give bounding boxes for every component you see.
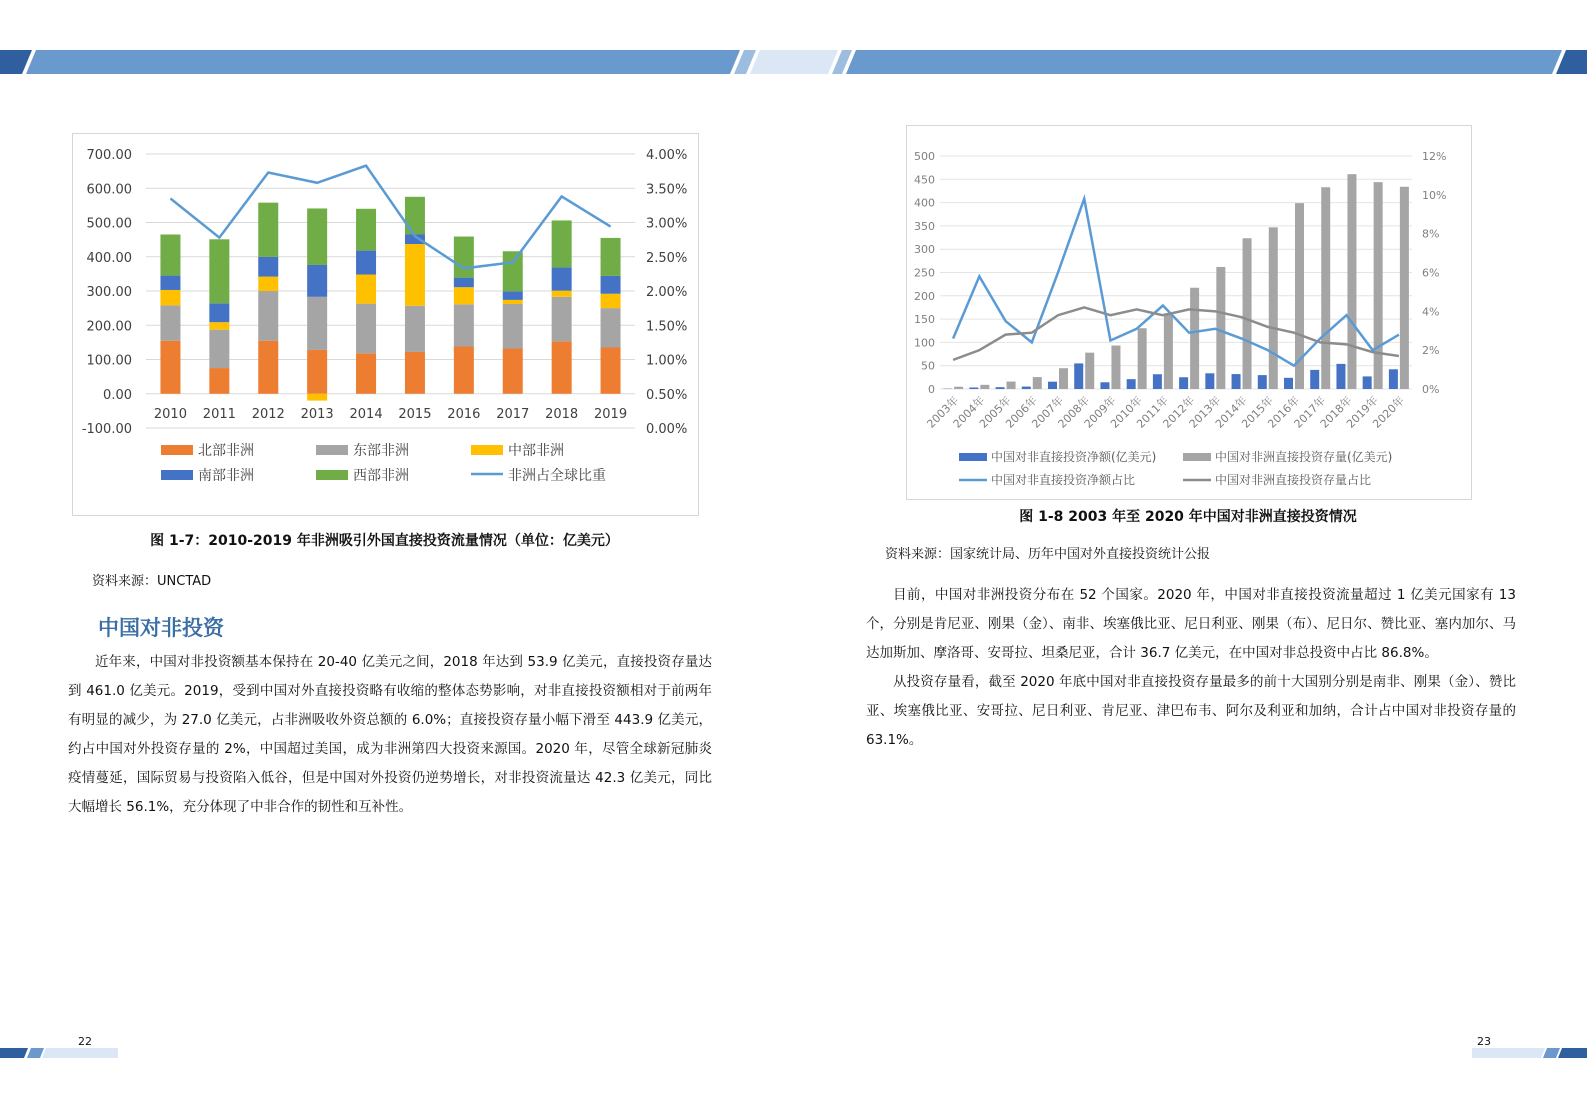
page-number-right: 23: [1477, 1035, 1491, 1048]
bar-segment-北部非洲: [258, 341, 278, 394]
flow-bar: [1336, 364, 1345, 389]
bar-segment-南部非洲: [503, 291, 523, 300]
left-axis-tick-label: 100: [914, 336, 935, 350]
left-source-note: 资料来源：UNCTAD: [92, 574, 212, 589]
share-line: [170, 166, 610, 269]
left-axis-tick-label: 200.00: [86, 319, 132, 335]
right-axis-tick-label: 4%: [1422, 305, 1440, 319]
bar-segment-东部非洲: [258, 291, 278, 341]
left-axis-tick-label: 300.00: [86, 285, 132, 300]
legend-swatch: [959, 453, 987, 461]
china-africa-investment-chart-svg: [907, 126, 1471, 499]
bar-segment-南部非洲: [160, 276, 180, 290]
x-axis-tick-label: 2020年: [1370, 393, 1408, 431]
bar-segment-西部非洲: [552, 220, 572, 267]
left-axis-tick-label: 600.00: [86, 182, 132, 198]
stock-bar: [1085, 353, 1094, 389]
left-axis-tick-label: 300: [914, 243, 935, 257]
left-axis-tick-label: 50: [921, 359, 935, 373]
legend-label: 西部非洲: [353, 468, 409, 484]
bar-segment-西部非洲: [405, 197, 425, 235]
left-axis-tick-label: 500: [914, 150, 935, 163]
bar-segment-南部非洲: [552, 267, 572, 290]
share-line-2: [953, 307, 1399, 359]
right-axis-tick-label: 3.00%: [646, 216, 688, 232]
bar-segment-中部非洲: [405, 244, 425, 306]
stock-bar: [1321, 187, 1330, 389]
left-paragraph: [68, 648, 712, 822]
x-axis-tick-label: 2011: [202, 406, 236, 422]
figure-1-8-caption: 图 1-8 2003 年至 2020 年中国对非洲直接投资情况: [1019, 509, 1357, 525]
flow-bar: [996, 387, 1005, 389]
x-axis-tick-label: 2006年: [1003, 393, 1040, 431]
legend-label: 非洲占全球比重: [508, 468, 606, 484]
bar-segment-西部非洲: [503, 251, 523, 291]
bar-segment-北部非洲: [307, 350, 327, 394]
bar-segment-南部非洲: [209, 303, 229, 322]
bar-segment-北部非洲: [356, 353, 376, 393]
bar-segment-东部非洲: [209, 330, 229, 368]
stock-bar: [1190, 288, 1199, 389]
bar-segment-西部非洲: [160, 234, 180, 275]
legend-swatch: [1183, 453, 1211, 461]
stock-bar: [1374, 182, 1383, 389]
x-axis-tick-label: 2018: [545, 406, 579, 422]
flow-bar: [1284, 378, 1293, 389]
x-axis-tick-label: 2016: [447, 406, 481, 422]
flow-bar: [1310, 370, 1319, 389]
legend-swatch: [161, 445, 193, 455]
legend-label: 中国对非洲直接投资存量(亿美元): [1215, 450, 1393, 464]
bar-segment-东部非洲: [356, 304, 376, 354]
x-axis-tick-label: 2019: [594, 406, 628, 422]
right-axis-tick-label: 2%: [1422, 344, 1440, 358]
section-title: 中国对非投资: [98, 616, 224, 640]
bar-segment-东部非洲: [601, 308, 621, 347]
x-axis-tick-label: 2015年: [1239, 393, 1276, 431]
share-line-1: [953, 199, 1399, 366]
x-axis-tick-label: 2017年: [1291, 393, 1329, 431]
stock-bar: [1269, 227, 1278, 389]
x-axis-tick-label: 2012: [251, 406, 285, 422]
left-paragraph-text: 近年来，中国对非投资额基本保持在 20-40 亿美元之间，2018 年达到 53.9 亿美元，直接投资存量达到 461.0 亿美元。2019，受到中国对外直接投资略有收缩的整体态势影响，对非直接投资额相对于前两年有明显的减少，为 27.0 亿美元，占非洲吸收外资总额的 6.0%；直接投资存量小幅下滑至 443.9 亿美元，约占中国对外投资存量的 2%，中国超过美国，成为非洲第四大投资来源国。2020 年，尽管全球新冠肺炎疫情蔓延，国际贸易与投资陷入低谷，但是中国对外投资仍逆势增长，对非投资流量达 42.3 亿美元，同比大幅增长 56.1%，充分体现了中非合作的韧性和互补性。: [68, 654, 712, 815]
footer-pill-left: [42, 1048, 118, 1058]
bar-segment-中部非洲: [552, 291, 572, 297]
bar-segment-北部非洲: [503, 349, 523, 394]
legend-swatch: [471, 445, 503, 455]
flow-bar: [1048, 382, 1057, 389]
bar-segment-中部非洲: [356, 275, 376, 304]
stock-bar: [1138, 328, 1147, 389]
left-axis-tick-label: 400: [914, 196, 935, 210]
stock-bar: [1111, 346, 1120, 389]
bar-segment-中部非洲: [601, 294, 621, 308]
stock-bar: [1164, 313, 1173, 389]
stock-bar: [980, 385, 989, 389]
right-axis-tick-label: 0.00%: [646, 422, 688, 437]
africa-fdi-chart-svg: [73, 134, 698, 515]
right-axis-tick-label: 4.00%: [646, 148, 688, 163]
legend-label: 中国对非洲直接投资存量占比: [1215, 473, 1372, 487]
left-axis-tick-label: 350: [914, 219, 935, 233]
right-source-note: 资料来源：国家统计局、历年中国对外直接投资统计公报: [885, 547, 1211, 562]
china-africa-investment-chart: [906, 125, 1472, 500]
band-block-left: [26, 50, 740, 74]
left-axis-tick-label: -100.00: [81, 422, 132, 437]
left-axis-tick-label: 150: [914, 313, 935, 327]
stock-bar: [1347, 174, 1356, 389]
bar-segment-东部非洲: [307, 297, 327, 350]
flow-bar: [1232, 374, 1241, 389]
stock-bar: [1033, 377, 1042, 389]
right-paragraph-2: 从投资存量看，截至 2020 年底中国对非直接投资存量最多的前十大国别分别是南非、刚果（金）、赞比亚、埃塞俄比亚、安哥拉、尼日利亚、肯尼亚、津巴布韦、阿尔及利亚和加纳，合计占中国对非投资存量的 63.1%。: [866, 674, 1516, 748]
flow-bar: [969, 388, 978, 389]
legend-label: 中国对非直接投资净额占比: [991, 473, 1136, 487]
x-axis-tick-label: 2008年: [1055, 393, 1093, 431]
x-axis-tick-label: 2019年: [1344, 393, 1381, 431]
footer-chip-right: [1543, 1048, 1560, 1058]
bar-segment-东部非洲: [160, 305, 180, 340]
bar-segment-中部非洲: [307, 394, 327, 401]
left-axis-tick-label: 400.00: [86, 250, 132, 266]
bar-segment-东部非洲: [454, 304, 474, 346]
left-axis-tick-label: 700.00: [86, 148, 132, 163]
bar-segment-西部非洲: [307, 208, 327, 265]
right-axis-tick-label: 0.50%: [646, 387, 688, 403]
right-axis-tick-label: 2.50%: [646, 250, 688, 266]
bar-segment-北部非洲: [601, 348, 621, 394]
figure-1-7-caption: 图 1-7：2010-2019 年非洲吸引外国直接投资流量情况（单位：亿美元）: [150, 533, 619, 549]
footer-block-right-dark: [1558, 1048, 1587, 1058]
x-axis-tick-label: 2010: [153, 406, 187, 422]
bar-segment-北部非洲: [405, 352, 425, 394]
x-axis-tick-label: 2009年: [1081, 393, 1119, 431]
right-axis-tick-label: 12%: [1422, 150, 1447, 163]
bar-segment-中部非洲: [503, 300, 523, 304]
bar-segment-中部非洲: [160, 290, 180, 305]
right-axis-tick-label: 6%: [1422, 266, 1440, 280]
bar-segment-东部非洲: [405, 306, 425, 352]
x-axis-tick-label: 2018年: [1317, 393, 1355, 431]
legend-label: 中国对非直接投资净额(亿美元): [991, 450, 1157, 464]
band-dark-block-right: [1556, 50, 1587, 74]
left-axis-tick-label: 0: [928, 383, 935, 396]
left-axis-tick-label: 0.00: [103, 387, 132, 403]
x-axis-tick-label: 2013年: [1186, 393, 1224, 431]
right-axis-tick-label: 0%: [1422, 383, 1440, 396]
right-axis-tick-label: 10%: [1422, 188, 1447, 202]
bar-segment-东部非洲: [503, 304, 523, 349]
stock-bar: [1400, 187, 1409, 389]
page-number-left: 22: [78, 1035, 92, 1048]
bar-segment-北部非洲: [454, 346, 474, 393]
x-axis-tick-label: 2011年: [1134, 393, 1172, 431]
right-axis-tick-label: 1.00%: [646, 353, 688, 369]
x-axis-tick-label: 2014: [349, 406, 383, 422]
stock-bar: [1216, 267, 1225, 389]
bar-segment-南部非洲: [356, 251, 376, 275]
x-axis-tick-label: 2005年: [976, 393, 1014, 431]
flow-bar: [1153, 374, 1162, 389]
band-light-block: [750, 50, 838, 74]
bar-segment-西部非洲: [454, 237, 474, 278]
flow-bar: [1100, 382, 1109, 389]
legend-label: 中部非洲: [508, 443, 564, 459]
x-axis-tick-label: 2014年: [1212, 393, 1250, 431]
footer-block-left-dark: [0, 1048, 28, 1058]
band-dark-block-left: [0, 50, 32, 74]
bottom-decorative-band: [0, 1040, 1587, 1070]
footer-pill-right: [1472, 1048, 1545, 1058]
legend-label: 南部非洲: [198, 468, 254, 484]
legend-swatch: [316, 470, 348, 480]
top-decorative-band: [0, 0, 1587, 80]
flow-bar: [1258, 375, 1267, 389]
stock-bar: [954, 387, 963, 389]
flow-bar: [1022, 387, 1031, 389]
legend-swatch: [316, 445, 348, 455]
bar-segment-中部非洲: [454, 287, 474, 304]
left-axis-tick-label: 100.00: [86, 353, 132, 369]
x-axis-tick-label: 2003年: [924, 393, 962, 431]
legend-label: 东部非洲: [353, 443, 409, 459]
bar-segment-北部非洲: [552, 341, 572, 393]
flow-bar: [1205, 373, 1214, 389]
bar-segment-西部非洲: [601, 238, 621, 276]
right-axis-tick-label: 8%: [1422, 227, 1440, 241]
bar-segment-西部非洲: [356, 209, 376, 251]
x-axis-tick-label: 2004年: [950, 393, 988, 431]
left-axis-tick-label: 450: [914, 173, 935, 187]
flow-bar: [1074, 363, 1083, 389]
legend-label: 北部非洲: [198, 443, 254, 459]
stock-bar: [1007, 382, 1016, 389]
right-axis-tick-label: 2.00%: [646, 285, 688, 300]
flow-bar: [1179, 377, 1188, 389]
stock-bar: [1243, 238, 1252, 389]
bar-segment-西部非洲: [258, 203, 278, 257]
x-axis-tick-label: 2012年: [1160, 393, 1198, 431]
x-axis-tick-label: 2010年: [1108, 393, 1145, 431]
bar-segment-东部非洲: [552, 297, 572, 342]
bar-segment-中部非洲: [209, 322, 229, 330]
left-axis-tick-label: 500.00: [86, 216, 132, 232]
footer-chip-left: [27, 1048, 44, 1058]
x-axis-tick-label: 2016年: [1265, 393, 1303, 431]
bar-segment-北部非洲: [209, 368, 229, 394]
right-paragraphs: [866, 581, 1516, 755]
africa-fdi-chart: [72, 133, 699, 516]
bar-segment-南部非洲: [307, 265, 327, 297]
left-axis-tick-label: 200: [914, 289, 935, 303]
legend-swatch: [161, 470, 193, 480]
flow-bar: [1389, 369, 1398, 389]
x-axis-tick-label: 2017: [496, 406, 530, 422]
left-axis-tick-label: 250: [914, 266, 935, 280]
x-axis-tick-label: 2007年: [1029, 393, 1067, 431]
bar-segment-北部非洲: [160, 341, 180, 394]
bar-segment-西部非洲: [209, 239, 229, 303]
right-axis-tick-label: 3.50%: [646, 182, 688, 198]
band-block-right: [846, 50, 1562, 74]
flow-bar: [1363, 376, 1372, 389]
right-paragraph-1: 目前，中国对非洲投资分布在 52 个国家。2020 年，中国对非直接投资流量超过 1 亿美元国家有 13 个，分别是肯尼亚、刚果（金）、南非、埃塞俄比亚、尼日利亚、刚果（布）、尼日尔、赞比亚、塞内加尔、马达加斯加、摩洛哥、安哥拉、坦桑尼亚，合计 36.7 亿美元，在中国对非总投资中占比 86.8%。: [866, 587, 1516, 661]
x-axis-tick-label: 2013: [300, 406, 334, 422]
right-axis-tick-label: 1.50%: [646, 319, 688, 335]
bar-segment-南部非洲: [258, 257, 278, 277]
x-axis-tick-label: 2015: [398, 406, 432, 422]
bar-segment-中部非洲: [258, 277, 278, 291]
bar-segment-南部非洲: [454, 278, 474, 288]
bar-segment-南部非洲: [601, 276, 621, 294]
stock-bar: [1059, 368, 1068, 389]
flow-bar: [1127, 379, 1136, 389]
